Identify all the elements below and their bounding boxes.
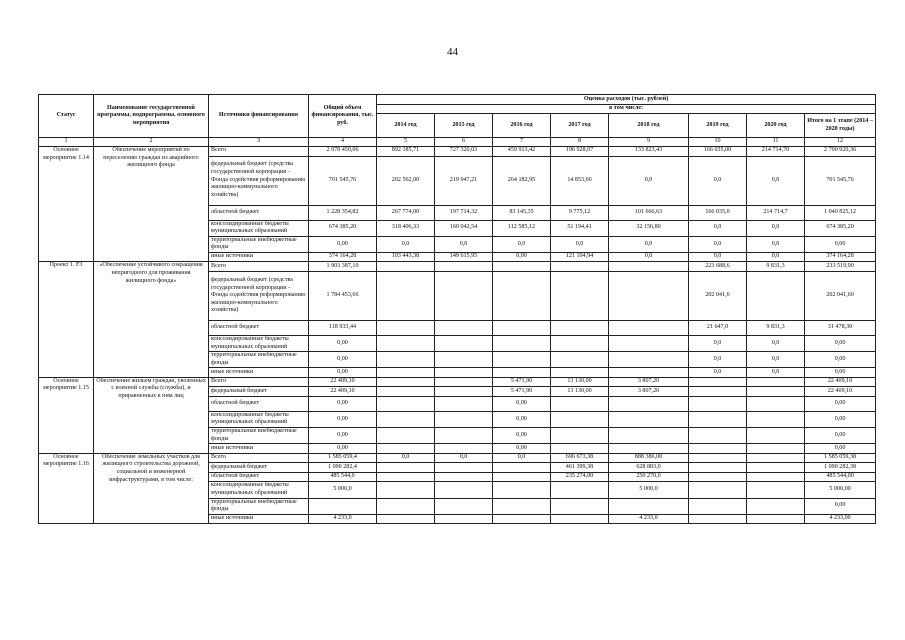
- cell-year-value: [493, 482, 551, 498]
- cell-year-value: [435, 377, 493, 387]
- cell-year-value: 250 270,0: [609, 472, 689, 482]
- cell-year-value: 13 130,00: [551, 387, 609, 397]
- funding-source: территориальные внебюджетные фонды: [209, 498, 309, 514]
- cell-year-value: 5 471,90: [493, 377, 551, 387]
- cell-year-value: [551, 411, 609, 427]
- cell-year-value: 9 775,12: [551, 205, 609, 220]
- cell-year-value: [435, 368, 493, 378]
- header-year-total: Итого на 1 этапе (2014 – 2020 годы): [805, 114, 876, 138]
- cell-year-value: [435, 411, 493, 427]
- cell-year-value: 219 947,21: [435, 156, 493, 205]
- cell-total: 5 000,0: [309, 482, 377, 498]
- cell-year-value: [689, 453, 747, 463]
- funding-source: Всего: [209, 147, 309, 157]
- cell-year-value: 0,0: [689, 352, 747, 368]
- funding-source: Всего: [209, 453, 309, 463]
- cell-year-value: 0,00: [493, 444, 551, 454]
- section-name: Обеспечение земельных участков для жилищного строительства дорожной, социальной и инженерной инфраструктурами, в том числе:: [94, 453, 209, 523]
- funding-source: областной бюджет: [209, 472, 309, 482]
- section-name: Обеспечение жильем граждан, уволенных с военной службы (службы), и приравненных к ним лиц: [94, 377, 209, 453]
- cell-year-value: [609, 335, 689, 351]
- cell-stage-total: 0,00: [805, 368, 876, 378]
- cell-year-value: 14 853,60: [551, 156, 609, 205]
- cell-stage-total: 374 164,28: [805, 252, 876, 262]
- cell-year-value: 166 035,0: [689, 205, 747, 220]
- cell-total: 0,00: [309, 352, 377, 368]
- cell-year-value: [689, 377, 747, 387]
- col-number: 8: [551, 138, 609, 147]
- header-year: 2014 год: [377, 114, 435, 138]
- cell-stage-total: 2 790 920,36: [805, 147, 876, 157]
- cell-year-value: 0,0: [747, 368, 805, 378]
- cell-year-value: 149 615,95: [435, 252, 493, 262]
- cell-year-value: [377, 377, 435, 387]
- section-status: Основное мероприятие 1.14: [39, 147, 94, 262]
- cell-year-value: [377, 352, 435, 368]
- cell-year-value: [689, 463, 747, 473]
- cell-year-value: [551, 514, 609, 524]
- funding-source: Всего: [209, 377, 309, 387]
- cell-total: 0,00: [309, 368, 377, 378]
- cell-total: 1 228 354,82: [309, 205, 377, 220]
- header-year: 2018 год: [609, 114, 689, 138]
- funding-source: консолидированные бюджеты муниципальных образований: [209, 335, 309, 351]
- cell-year-value: [551, 262, 609, 272]
- cell-year-value: 459 913,42: [493, 147, 551, 157]
- cell-year-value: [747, 411, 805, 427]
- cell-year-value: 121 104,94: [551, 252, 609, 262]
- cell-total: 22 409,10: [309, 377, 377, 387]
- cell-year-value: [747, 387, 805, 397]
- cell-year-value: [435, 498, 493, 514]
- cell-total: 1 090 282,4: [309, 463, 377, 473]
- cell-year-value: [493, 472, 551, 482]
- col-number: 10: [689, 138, 747, 147]
- cell-year-value: 21 647,0: [689, 320, 747, 335]
- cell-year-value: [377, 320, 435, 335]
- section-status: Основное мероприятие 1.16: [39, 453, 94, 523]
- cell-stage-total: 0,00: [805, 444, 876, 454]
- funding-source: федеральный бюджет (средства государственной корпорации - Фонда содействия реформированию жилищно-коммунального хозяйства): [209, 156, 309, 205]
- cell-year-value: [493, 335, 551, 351]
- cell-year-value: [377, 387, 435, 397]
- cell-year-value: 0,00: [493, 252, 551, 262]
- cell-total: 118 933,44: [309, 320, 377, 335]
- cell-year-value: 0,0: [689, 156, 747, 205]
- cell-year-value: [689, 472, 747, 482]
- cell-year-value: 214 714,70: [747, 147, 805, 157]
- section-status: Проект 1. F3: [39, 262, 94, 377]
- cell-year-value: [493, 514, 551, 524]
- cell-stage-total: 22 409,10: [805, 377, 876, 387]
- cell-year-value: [377, 472, 435, 482]
- header-including: в том числе:: [377, 105, 876, 114]
- cell-year-value: 13 130,00: [551, 377, 609, 387]
- funding-source: областной бюджет: [209, 320, 309, 335]
- cell-total: 1 784 453,66: [309, 271, 377, 320]
- section-name: Обеспечение мероприятий по переселению граждан из аварийного жилищного фонда: [94, 147, 209, 262]
- cell-year-value: [609, 271, 689, 320]
- cell-year-value: 0,0: [435, 236, 493, 252]
- funding-source: иные источники: [209, 444, 309, 454]
- cell-year-value: 461 399,38: [551, 463, 609, 473]
- funding-source: иные источники: [209, 514, 309, 524]
- cell-total: 485 544,0: [309, 472, 377, 482]
- funding-source: территориальные внебюджетные фонды: [209, 352, 309, 368]
- col-number: 9: [609, 138, 689, 147]
- funding-source: консолидированные бюджеты муниципальных образований: [209, 220, 309, 236]
- cell-year-value: 0,00: [493, 411, 551, 427]
- header-year: 2017 год: [551, 114, 609, 138]
- cell-year-value: 0,00: [493, 396, 551, 411]
- cell-year-value: [377, 368, 435, 378]
- cell-year-value: [377, 271, 435, 320]
- cell-year-value: [747, 428, 805, 444]
- funding-source: территориальные внебюджетные фонды: [209, 236, 309, 252]
- cell-stage-total: 485 544,00: [805, 472, 876, 482]
- cell-year-value: [377, 335, 435, 351]
- cell-year-value: 3 807,20: [609, 387, 689, 397]
- cell-total: 1 903 387,10: [309, 262, 377, 272]
- header-estimate: Оценка расходов (тыс. рублей): [377, 95, 876, 105]
- cell-year-value: 727 320,03: [435, 147, 493, 157]
- cell-total: 1 585 059,4: [309, 453, 377, 463]
- cell-year-value: 9 831,3: [747, 262, 805, 272]
- cell-year-value: 888 386,00: [609, 453, 689, 463]
- funding-source: федеральный бюджет: [209, 387, 309, 397]
- col-number: 2: [94, 138, 209, 147]
- header-year: 2015 год: [435, 114, 493, 138]
- cell-total: 0,00: [309, 428, 377, 444]
- cell-year-value: [689, 444, 747, 454]
- cell-stage-total: 233 519,90: [805, 262, 876, 272]
- cell-year-value: [493, 463, 551, 473]
- table-row: [39, 262, 876, 272]
- cell-year-value: 0,0: [493, 453, 551, 463]
- cell-year-value: 103 443,38: [377, 252, 435, 262]
- cell-year-value: [551, 320, 609, 335]
- cell-year-value: [435, 352, 493, 368]
- cell-year-value: [377, 482, 435, 498]
- funding-source: федеральный бюджет: [209, 463, 309, 473]
- table-body: [39, 147, 876, 524]
- col-number: 1: [39, 138, 94, 147]
- cell-year-value: [377, 262, 435, 272]
- cell-year-value: [689, 411, 747, 427]
- header-year: 2020 год: [747, 114, 805, 138]
- cell-year-value: 0,0: [377, 236, 435, 252]
- cell-year-value: [435, 320, 493, 335]
- cell-year-value: [551, 428, 609, 444]
- cell-year-value: [551, 498, 609, 514]
- cell-year-value: 0,0: [747, 220, 805, 236]
- cell-year-value: 83 145,35: [493, 205, 551, 220]
- funding-source: территориальные внебюджетные фонды: [209, 428, 309, 444]
- cell-year-value: [435, 428, 493, 444]
- cell-year-value: [493, 262, 551, 272]
- cell-year-value: [435, 335, 493, 351]
- cell-year-value: 0,0: [689, 220, 747, 236]
- cell-year-value: [689, 387, 747, 397]
- col-number: 12: [805, 138, 876, 147]
- cell-stage-total: 202 041,60: [805, 271, 876, 320]
- table-row: [39, 377, 876, 387]
- cell-year-value: 196 928,07: [551, 147, 609, 157]
- cell-total: 22 409,10: [309, 387, 377, 397]
- cell-stage-total: 0,00: [805, 396, 876, 411]
- header-status: Статус: [39, 95, 94, 138]
- cell-year-value: [689, 482, 747, 498]
- cell-stage-total: 5 000,00: [805, 482, 876, 498]
- col-number: 6: [435, 138, 493, 147]
- table-row: [39, 147, 876, 157]
- cell-stage-total: 4 233,00: [805, 514, 876, 524]
- cell-year-value: 214 714,7: [747, 205, 805, 220]
- cell-stage-total: 0,00: [805, 352, 876, 368]
- cell-year-value: 3 807,20: [609, 377, 689, 387]
- header-year: 2019 год: [689, 114, 747, 138]
- cell-year-value: 235 274,00: [551, 472, 609, 482]
- cell-year-value: 0,00: [493, 428, 551, 444]
- funding-source: Всего: [209, 262, 309, 272]
- cell-year-value: [377, 428, 435, 444]
- col-number: 5: [377, 138, 435, 147]
- cell-year-value: 202 562,00: [377, 156, 435, 205]
- cell-year-value: [377, 444, 435, 454]
- cell-year-value: [435, 482, 493, 498]
- cell-year-value: [609, 498, 689, 514]
- funding-source: областной бюджет: [209, 205, 309, 220]
- cell-total: 374 164,28: [309, 252, 377, 262]
- cell-year-value: [377, 411, 435, 427]
- cell-year-value: 9 831,3: [747, 320, 805, 335]
- cell-year-value: [435, 387, 493, 397]
- cell-total: 2 978 450,06: [309, 147, 377, 157]
- cell-stage-total: 1 040 825,12: [805, 205, 876, 220]
- cell-total: 674 385,20: [309, 220, 377, 236]
- cell-total: 0,00: [309, 444, 377, 454]
- cell-year-value: 264 182,95: [493, 156, 551, 205]
- col-number: 4: [309, 138, 377, 147]
- cell-total: 4 233,0: [309, 514, 377, 524]
- cell-year-value: 0,0: [747, 352, 805, 368]
- section-status: Основное мероприятие 1.15: [39, 377, 94, 453]
- cell-year-value: [747, 514, 805, 524]
- cell-year-value: 0,0: [747, 236, 805, 252]
- funding-source: областной бюджет: [209, 396, 309, 411]
- cell-year-value: [435, 271, 493, 320]
- table-header: [39, 95, 876, 147]
- cell-year-value: [435, 472, 493, 482]
- cell-year-value: 0,0: [689, 252, 747, 262]
- cell-year-value: [493, 352, 551, 368]
- cell-year-value: [551, 444, 609, 454]
- cell-year-value: 0,0: [747, 335, 805, 351]
- cell-stage-total: 1 090 282,38: [805, 463, 876, 473]
- funding-source: иные источники: [209, 252, 309, 262]
- cell-year-value: 202 041,6: [689, 271, 747, 320]
- cell-year-value: [747, 472, 805, 482]
- cell-year-value: [551, 482, 609, 498]
- cell-year-value: 133 823,43: [609, 147, 689, 157]
- cell-year-value: [609, 444, 689, 454]
- cell-year-value: [551, 396, 609, 411]
- cell-year-value: [609, 262, 689, 272]
- cell-year-value: 0,0: [747, 252, 805, 262]
- cell-total: 0,00: [309, 335, 377, 351]
- funding-source: иные источники: [209, 368, 309, 378]
- cell-total: 0,00: [309, 411, 377, 427]
- cell-year-value: [493, 320, 551, 335]
- cell-year-value: [747, 271, 805, 320]
- cell-year-value: [377, 396, 435, 411]
- cell-total: 0,00: [309, 396, 377, 411]
- cell-stage-total: 31 478,30: [805, 320, 876, 335]
- cell-stage-total: 0,00: [805, 236, 876, 252]
- cell-year-value: [609, 428, 689, 444]
- cell-year-value: 696 673,38: [551, 453, 609, 463]
- cell-year-value: 166 035,00: [689, 147, 747, 157]
- cell-year-value: 0,0: [493, 236, 551, 252]
- cell-stage-total: 701 545,76: [805, 156, 876, 205]
- cell-year-value: 0,0: [689, 335, 747, 351]
- cell-year-value: [747, 463, 805, 473]
- cell-stage-total: 0,00: [805, 428, 876, 444]
- cell-year-value: [377, 514, 435, 524]
- cell-year-value: [747, 396, 805, 411]
- cell-year-value: [435, 514, 493, 524]
- cell-year-value: [689, 396, 747, 411]
- cell-year-value: 0,0: [377, 453, 435, 463]
- cell-year-value: [609, 352, 689, 368]
- cell-year-value: [747, 377, 805, 387]
- col-number: 11: [747, 138, 805, 147]
- cell-year-value: [551, 368, 609, 378]
- cell-year-value: 223 688,6: [689, 262, 747, 272]
- cell-year-value: 5 000,0: [609, 482, 689, 498]
- cell-year-value: 160 042,54: [435, 220, 493, 236]
- funding-source: консолидированные бюджеты муниципальных образований: [209, 411, 309, 427]
- cell-year-value: [689, 514, 747, 524]
- cell-year-value: 0,0: [689, 368, 747, 378]
- cell-year-value: [689, 428, 747, 444]
- funding-source: федеральный бюджет (средства государственной корпорации - Фонда содействия реформированию жилищно-коммунального хозяйства): [209, 271, 309, 320]
- cell-total: 0,00: [309, 236, 377, 252]
- cell-year-value: [689, 498, 747, 514]
- cell-year-value: [435, 444, 493, 454]
- cell-year-value: [435, 262, 493, 272]
- header-name: Наименование государственной программы, подпрограммы, основного мероприятия: [94, 95, 209, 138]
- cell-year-value: [493, 271, 551, 320]
- cell-stage-total: 0,00: [805, 498, 876, 514]
- cell-year-value: 0,0: [551, 236, 609, 252]
- col-number: 3: [209, 138, 309, 147]
- cell-year-value: 0,0: [609, 156, 689, 205]
- header-sources: Источники финансирования: [209, 95, 309, 138]
- cell-year-value: [377, 498, 435, 514]
- cell-year-value: 32 156,80: [609, 220, 689, 236]
- funding-source: консолидированные бюджеты муниципальных образований: [209, 482, 309, 498]
- cell-year-value: 101 666,63: [609, 205, 689, 220]
- cell-total: [309, 498, 377, 514]
- cell-year-value: [551, 335, 609, 351]
- cell-year-value: 0,0: [435, 453, 493, 463]
- cell-year-value: 318 406,33: [377, 220, 435, 236]
- cell-year-value: [377, 463, 435, 473]
- section-name: «Обеспечение устойчивого сокращения непригодного для проживания жилищного фонда»: [94, 262, 209, 377]
- cell-year-value: [551, 271, 609, 320]
- header-year: 2016 год: [493, 114, 551, 138]
- cell-year-value: [551, 352, 609, 368]
- cell-stage-total: 1 585 059,38: [805, 453, 876, 463]
- cell-year-value: [747, 453, 805, 463]
- cell-stage-total: 674 385,20: [805, 220, 876, 236]
- page-number: 44: [447, 46, 458, 58]
- cell-year-value: 267 774,00: [377, 205, 435, 220]
- cell-year-value: [747, 498, 805, 514]
- cell-stage-total: 0,00: [805, 335, 876, 351]
- cell-year-value: 5 471,90: [493, 387, 551, 397]
- header-total: Общий объем финансирования, тыс. руб.: [309, 95, 377, 138]
- cell-year-value: [747, 482, 805, 498]
- cell-year-value: [493, 498, 551, 514]
- col-number: 7: [493, 138, 551, 147]
- cell-year-value: [435, 463, 493, 473]
- cell-year-value: [609, 320, 689, 335]
- cell-year-value: 0,0: [609, 236, 689, 252]
- cell-year-value: 0,0: [747, 156, 805, 205]
- cell-year-value: [493, 368, 551, 378]
- cell-stage-total: 22 409,10: [805, 387, 876, 397]
- cell-total: 701 545,76: [309, 156, 377, 205]
- cell-year-value: 628 883,0: [609, 463, 689, 473]
- cell-year-value: 51 194,41: [551, 220, 609, 236]
- table-row: [39, 453, 876, 463]
- cell-year-value: 112 585,12: [493, 220, 551, 236]
- cell-year-value: [609, 368, 689, 378]
- cell-year-value: 197 714,32: [435, 205, 493, 220]
- cell-year-value: [609, 396, 689, 411]
- cell-year-value: 0,0: [609, 252, 689, 262]
- cell-stage-total: 0,00: [805, 411, 876, 427]
- cell-year-value: [747, 444, 805, 454]
- cell-year-value: [609, 411, 689, 427]
- cell-year-value: 892 185,71: [377, 147, 435, 157]
- cell-year-value: 0,0: [689, 236, 747, 252]
- cell-year-value: 4 233,0: [609, 514, 689, 524]
- cell-year-value: [435, 396, 493, 411]
- budget-table: [38, 94, 876, 524]
